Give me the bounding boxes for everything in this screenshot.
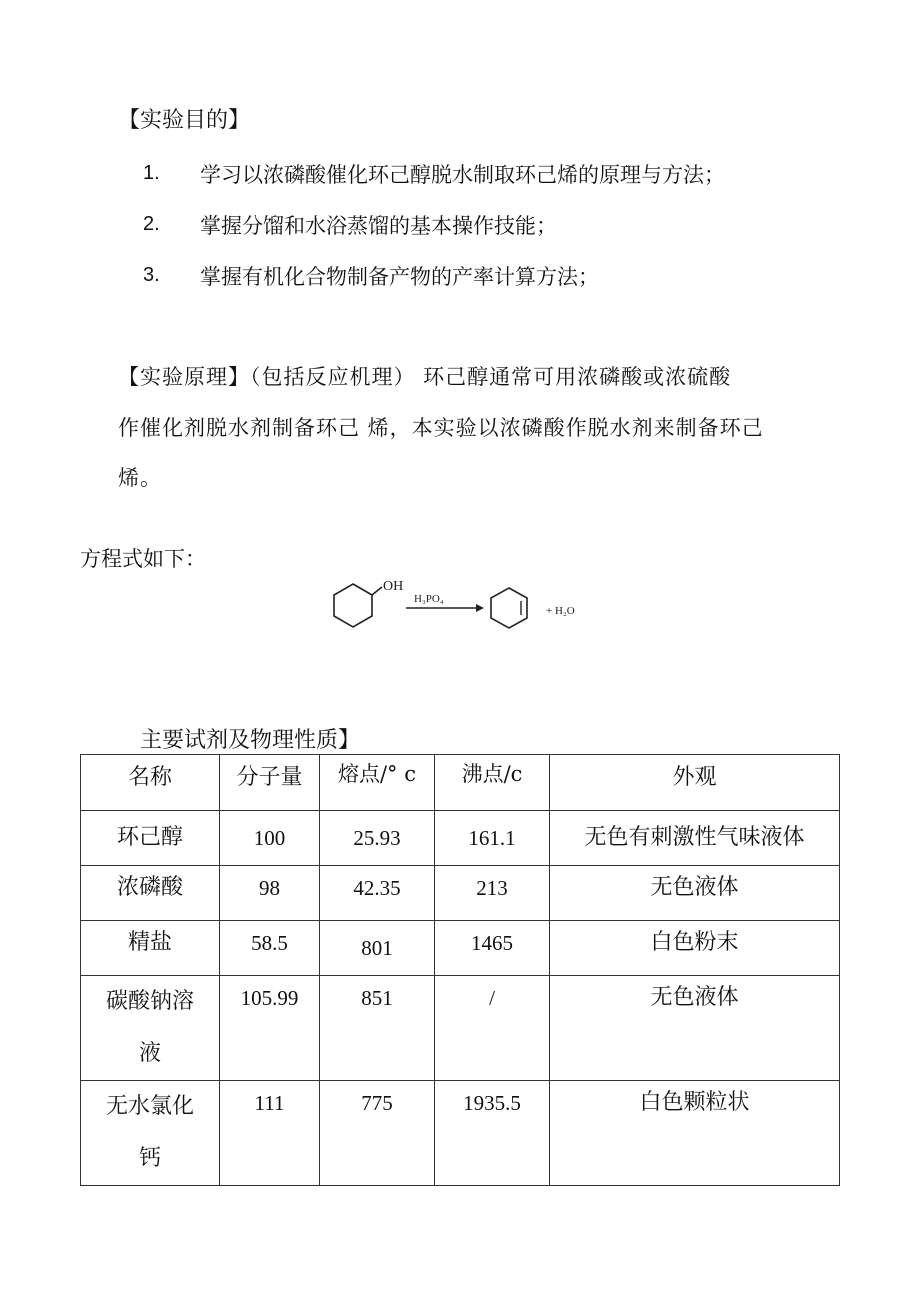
objective-number: 3. (143, 264, 160, 286)
header-mw: 分子量 (220, 755, 320, 811)
reagent-appearance: 白色颗粒状 (550, 1081, 840, 1186)
reagent-appearance: 白色粉末 (550, 921, 840, 976)
reagent-name: 环己醇 (81, 811, 220, 866)
objectives-heading: 【实验目的】 (118, 108, 251, 133)
objective-text: 学习以浓磷酸催化环己醇脱水制取环己烯的原理与方法； (200, 163, 725, 187)
reagent-mw: 105.99 (220, 976, 320, 1081)
reagent-bp: 1465 (435, 921, 550, 976)
reagent-bp: / (435, 976, 550, 1081)
byproduct-label: + H₂O (546, 605, 575, 617)
reagents-heading: 主要试剂及物理性质】 (140, 728, 361, 753)
objective-text: 掌握分馏和水浴蒸馏的基本操作技能； (200, 214, 557, 238)
header-mp: 熔点/° c (320, 755, 435, 811)
reagent-name-line-1: 碳酸钠溶 (105, 989, 194, 1014)
reagent-bp: 213 (435, 866, 550, 921)
table-row (81, 1081, 840, 1186)
table-row (81, 976, 840, 1081)
reagent-appearance: 无色液体 (550, 976, 840, 1081)
header-name: 名称 (81, 755, 220, 811)
reagent-name: 浓磷酸 (81, 866, 220, 921)
reagent-mp: 775 (320, 1081, 435, 1186)
table-row (81, 921, 840, 976)
reagent-appearance: 无色液体 (550, 866, 840, 921)
reagent-mw: 111 (220, 1081, 320, 1186)
reaction-scheme (320, 570, 610, 640)
header-bp: 沸点/c (435, 755, 550, 811)
cyclohexanol-ring (334, 584, 372, 627)
reagent-mp: 851 (320, 976, 435, 1081)
reagent-mw: 100 (220, 811, 320, 866)
table-row (81, 866, 840, 921)
principle-line-1: 【实验原理】（包括反应机理） 环己醇通常可用浓磷酸或浓硫酸 (118, 365, 732, 389)
reagent-name (81, 976, 220, 1081)
arrow-head (476, 604, 484, 612)
reagent-name: 精盐 (81, 921, 220, 976)
table-row (81, 811, 840, 866)
reagent-mw: 58.5 (220, 921, 320, 976)
catalyst-label: H₃PO₄ (414, 593, 444, 605)
header-appearance: 外观 (550, 755, 840, 811)
equation-label: 方程式如下： (80, 547, 206, 571)
reagent-appearance: 无色有刺激性气味液体 (550, 811, 840, 866)
principle-line-2: 作催化剂脱水剂制备环己 烯，本实验以浓磷酸作脱水剂来制备环己 (118, 416, 764, 440)
hydroxyl-label: OH (383, 579, 404, 594)
reagent-name-line-2: 钙 (138, 1146, 161, 1171)
reagent-name-line-2: 液 (138, 1041, 161, 1066)
reagent-bp: 161.1 (435, 811, 550, 866)
reagent-name (81, 1081, 220, 1186)
reagent-mp: 42.35 (320, 866, 435, 921)
table-header-row (81, 755, 840, 811)
reagent-bp: 1935.5 (435, 1081, 550, 1186)
oh-bond (372, 587, 382, 595)
reagent-mp: 801 (320, 921, 435, 976)
objective-number: 2. (143, 213, 160, 235)
principle-line-3: 烯。 (118, 466, 162, 490)
objective-text: 掌握有机化合物制备产物的产率计算方法； (200, 265, 599, 289)
objective-number: 1. (143, 162, 160, 184)
reagents-table (80, 754, 840, 1186)
reagent-name-line-1: 无水氯化 (105, 1094, 194, 1119)
reagent-mw: 98 (220, 866, 320, 921)
reagent-mp: 25.93 (320, 811, 435, 866)
